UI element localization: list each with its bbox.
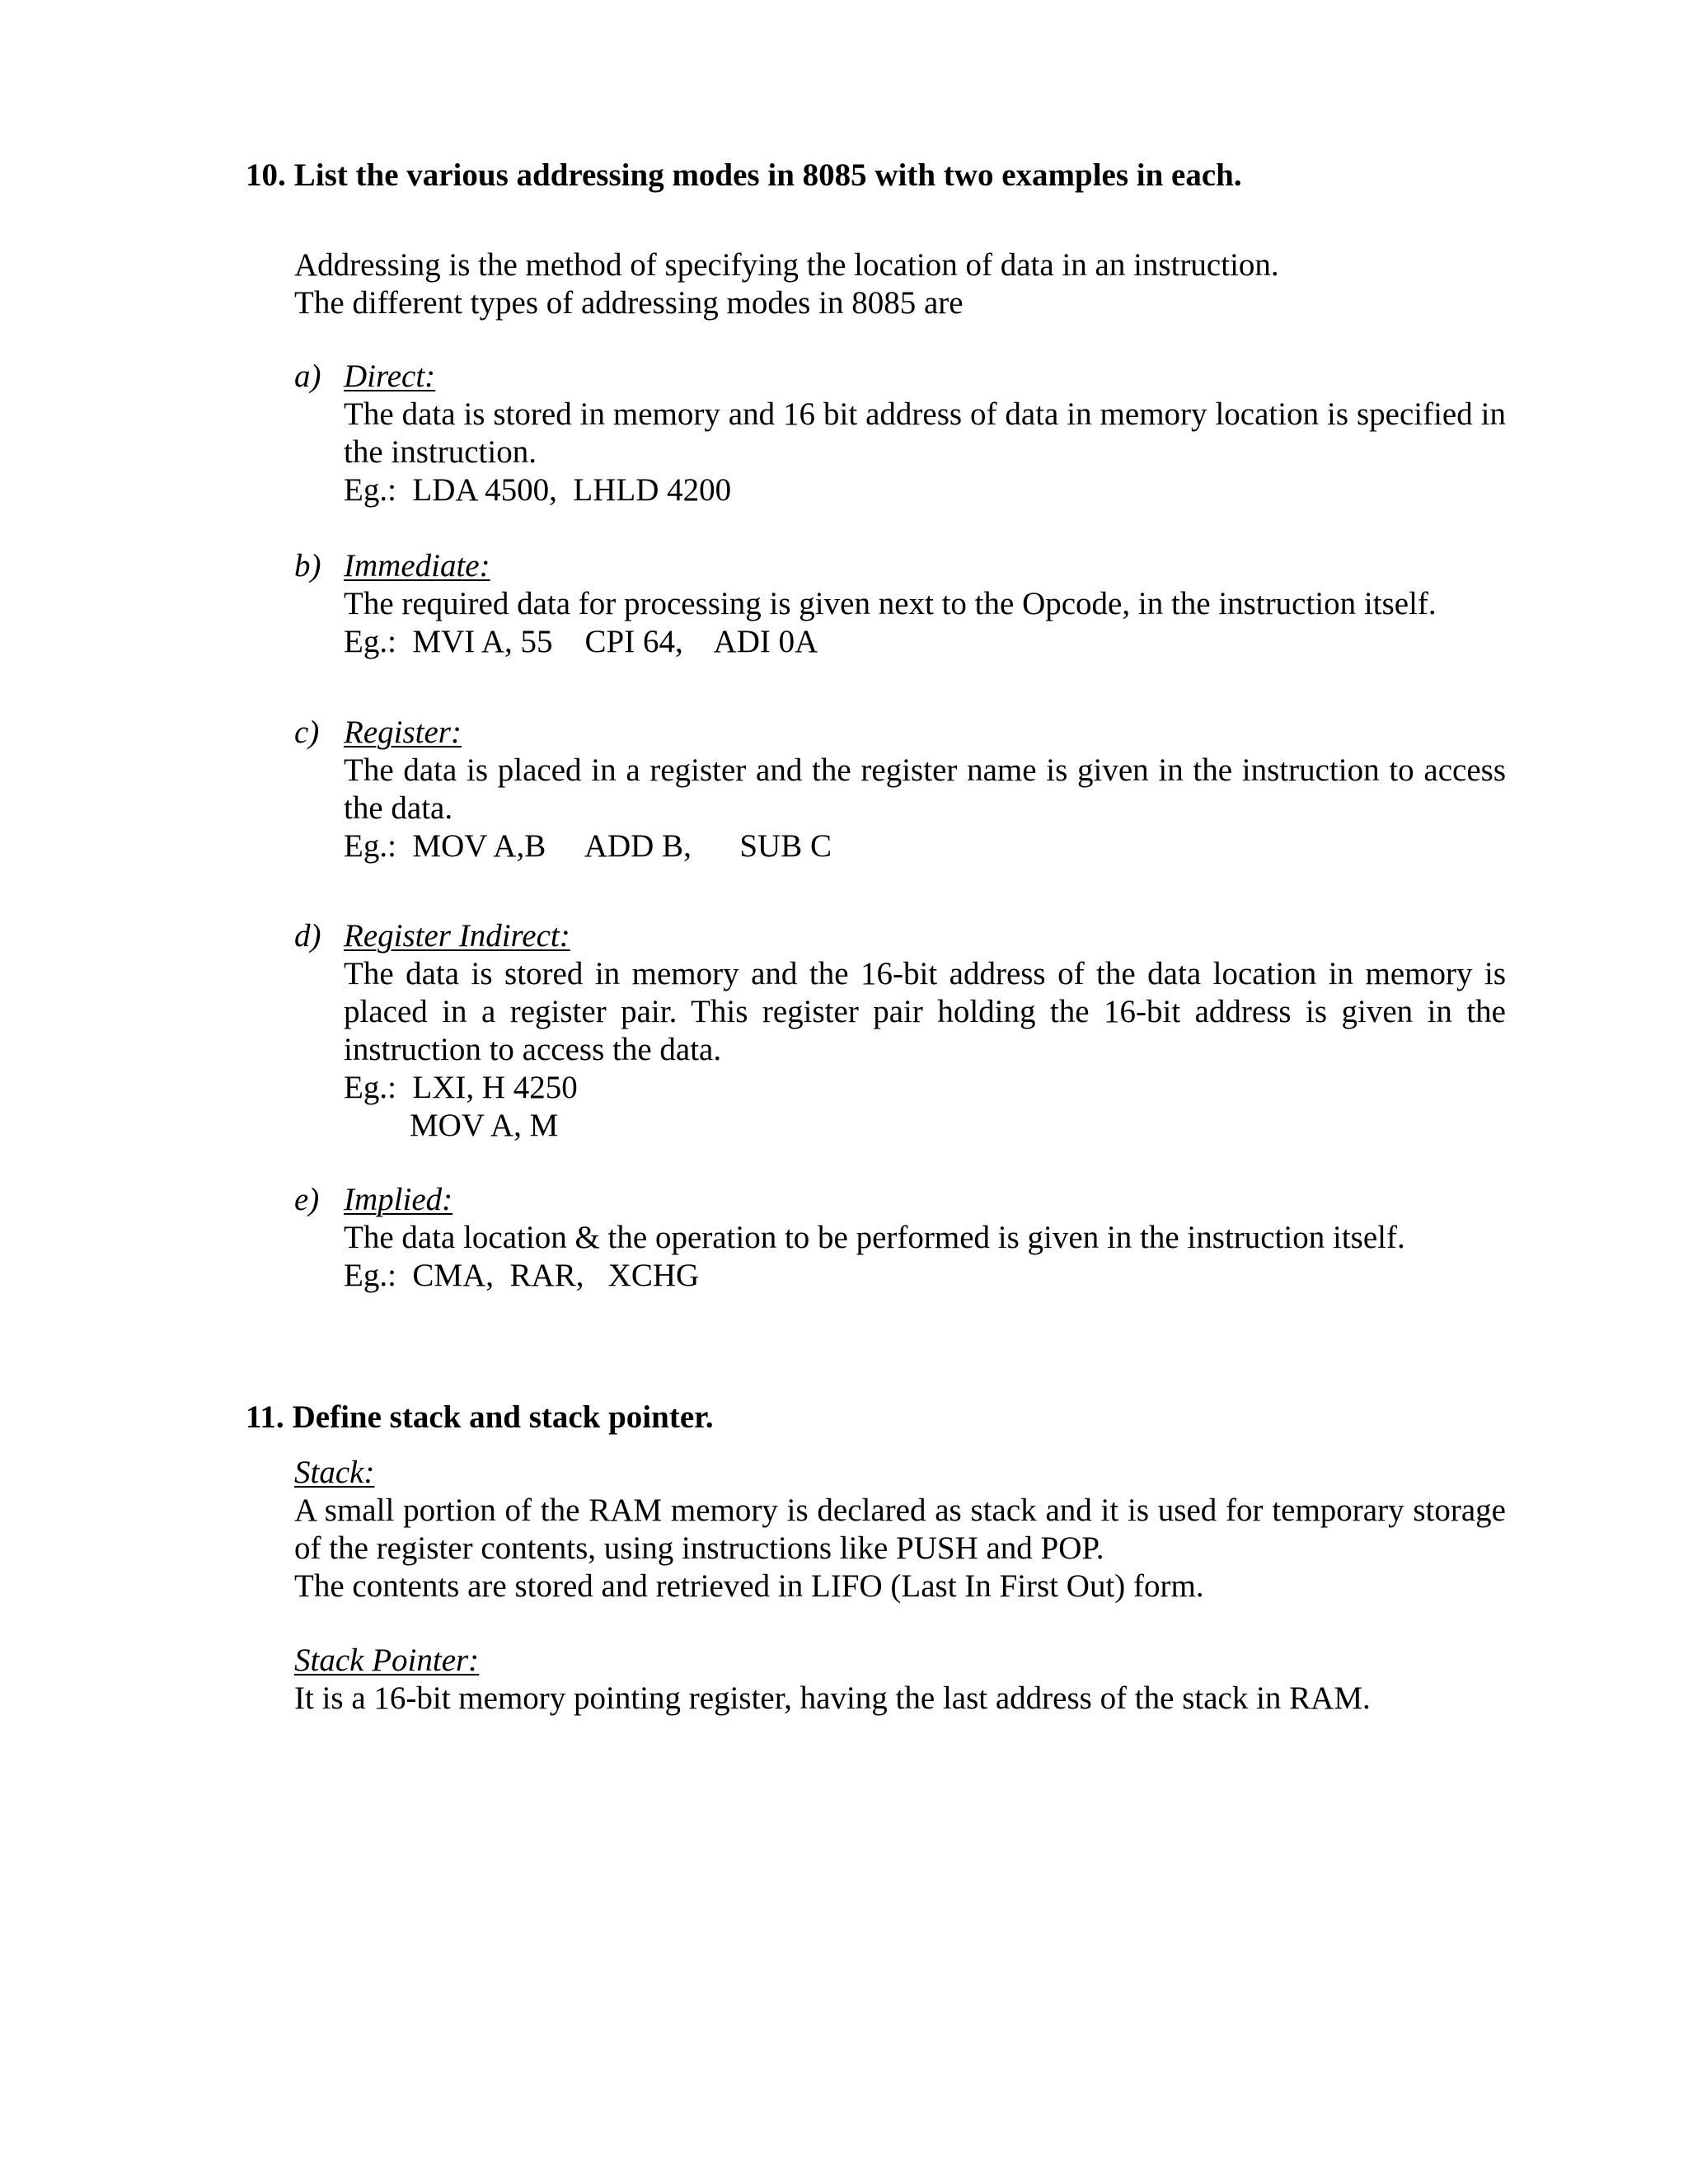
mode-letter: b) bbox=[294, 548, 321, 583]
mode-example: Eg.: LDA 4500, LHLD 4200 bbox=[344, 472, 732, 508]
question-number: 11. bbox=[246, 1399, 284, 1435]
question-title: Define stack and stack pointer. bbox=[292, 1399, 714, 1435]
mode-description: The data location & the operation to be performed is given in the instruction itself. bbox=[344, 1220, 1405, 1255]
mode-direct bbox=[294, 358, 1506, 509]
mode-immediate bbox=[294, 547, 1506, 661]
mode-implied bbox=[294, 1181, 1506, 1295]
question-10-heading bbox=[246, 157, 1242, 194]
mode-description: The data is placed in a register and the register name is given in the instruction to access the data. bbox=[344, 752, 1506, 826]
mode-letter: c) bbox=[294, 715, 320, 750]
mode-letter: e) bbox=[294, 1182, 320, 1217]
mode-example: Eg.: CMA, RAR, XCHG bbox=[344, 1258, 700, 1293]
mode-register bbox=[294, 714, 1506, 865]
stack-title: Stack: bbox=[294, 1455, 375, 1490]
stack-pointer-definition bbox=[294, 1642, 1506, 1718]
stack-pointer-title: Stack Pointer: bbox=[294, 1643, 480, 1678]
mode-title: Immediate: bbox=[344, 548, 490, 583]
stack-description-2: The contents are stored and retrieved in LIFO (Last In First Out) form. bbox=[294, 1568, 1204, 1604]
mode-example-continued: MOV A, M bbox=[410, 1108, 559, 1143]
stack-definition bbox=[294, 1454, 1506, 1605]
mode-letter: a) bbox=[294, 359, 321, 394]
stack-description: A small portion of the RAM memory is declared as stack and it is used for temporary storage of the register contents, using instructions like PUSH and POP. bbox=[294, 1493, 1506, 1566]
q10-intro bbox=[294, 246, 1506, 322]
mode-letter: d) bbox=[294, 918, 321, 954]
mode-example: Eg.: MVI A, 55 CPI 64, ADI 0A bbox=[344, 624, 818, 659]
mode-description: The data is stored in memory and 16 bit address of data in memory location is specified in the instruction. bbox=[344, 396, 1506, 470]
question-11-heading bbox=[246, 1399, 714, 1436]
intro-line: Addressing is the method of specifying the location of data in an instruction. bbox=[294, 247, 1279, 283]
mode-title: Register: bbox=[344, 715, 462, 750]
question-number: 10. bbox=[246, 157, 286, 193]
mode-description: The required data for processing is given next to the Opcode, in the instruction itself. bbox=[344, 586, 1437, 621]
mode-title: Register Indirect: bbox=[344, 918, 570, 954]
mode-example: Eg.: LXI, H 4250 bbox=[344, 1070, 578, 1105]
mode-example: Eg.: MOV A,B ADD B, SUB C bbox=[344, 828, 832, 864]
question-title: List the various addressing modes in 8085 with two examples in each. bbox=[293, 157, 1242, 193]
mode-register-indirect bbox=[294, 917, 1506, 1145]
stack-pointer-description: It is a 16-bit memory pointing register, having the last address of the stack in RAM. bbox=[294, 1680, 1371, 1716]
mode-title: Implied: bbox=[344, 1182, 453, 1217]
intro-line: The different types of addressing modes in 8085 are bbox=[294, 285, 964, 321]
mode-description: The data is stored in memory and the 16-bit address of the data location in memory is placed in a register pair. This register pair holding the 16-bit address is given in the instruction to access the data. bbox=[344, 956, 1506, 1067]
mode-title: Direct: bbox=[344, 359, 436, 394]
